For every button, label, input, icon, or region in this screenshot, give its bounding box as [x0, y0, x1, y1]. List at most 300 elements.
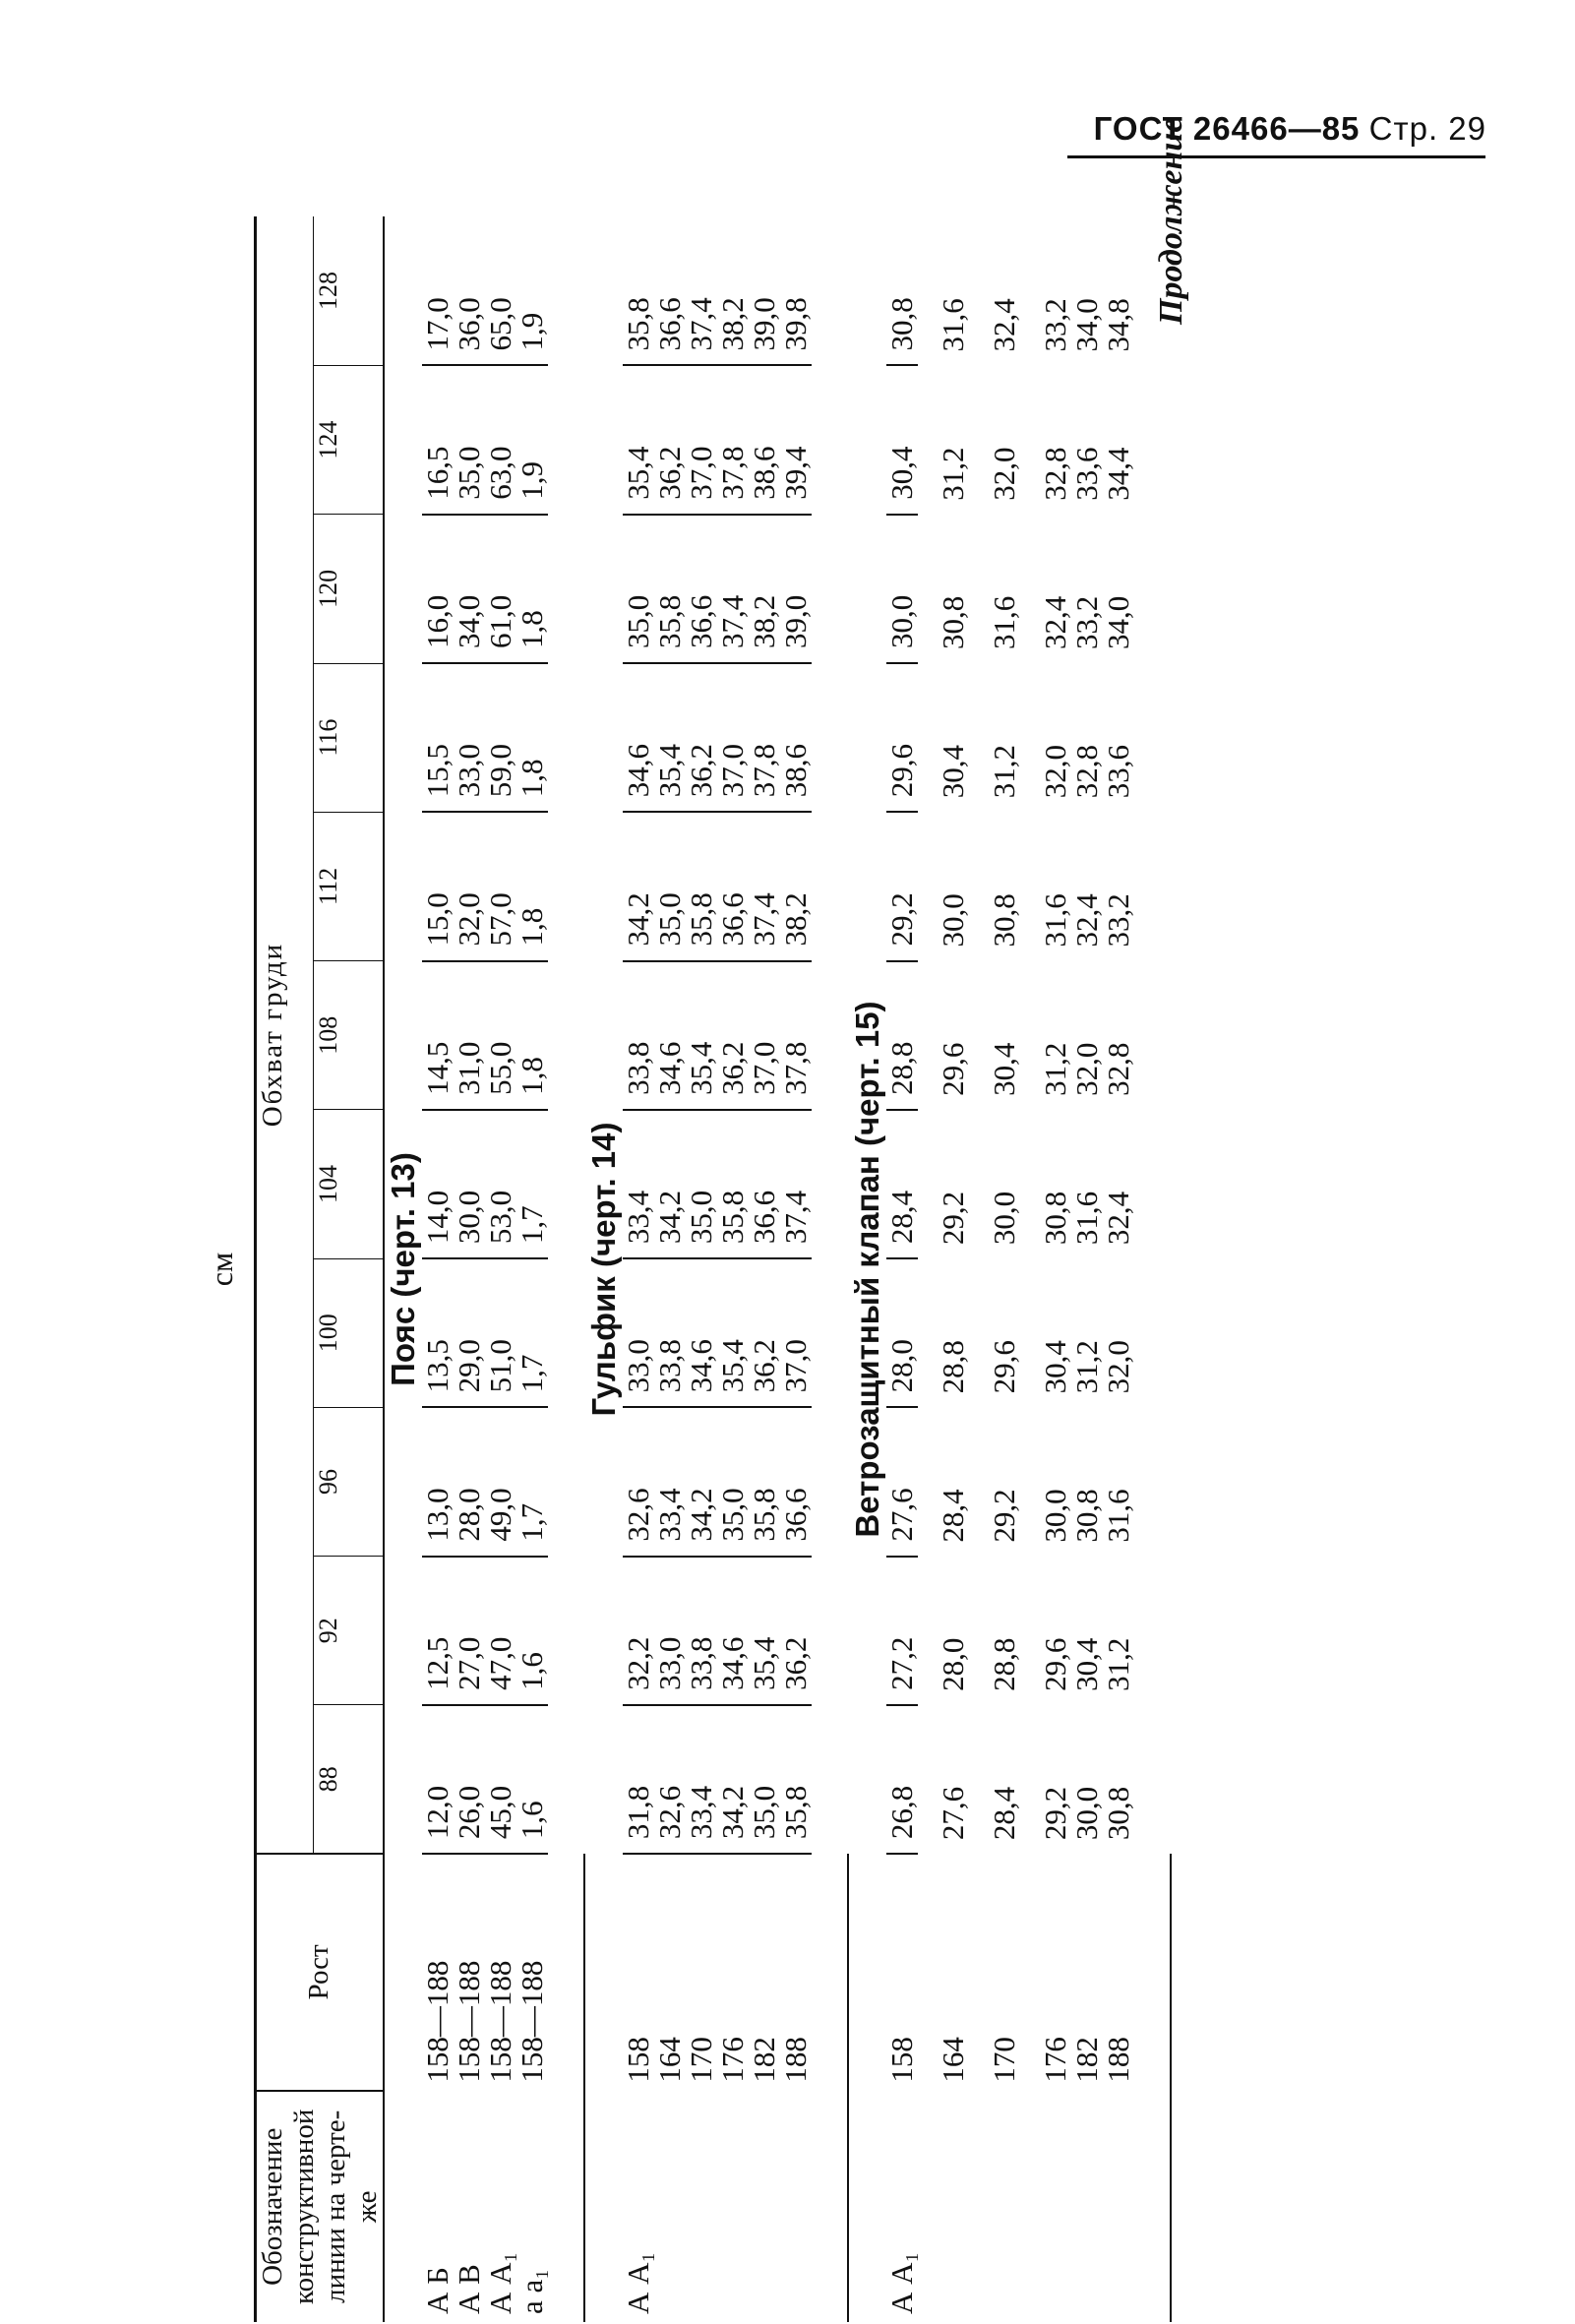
rule-cell: [1134, 812, 1171, 960]
value: 31,6: [1068, 1191, 1104, 1246]
value: 1,9: [514, 461, 549, 500]
rule-cell: [548, 1258, 584, 1407]
value: 33,2: [1037, 298, 1072, 352]
standard-number: ГОСТ 26466—85: [1093, 110, 1361, 147]
rule-cell: [812, 365, 848, 514]
table-row: [886, 216, 918, 2322]
value: 30,4: [935, 745, 970, 799]
value: 29,2: [1037, 1786, 1072, 1841]
size-header-100: 100: [314, 1258, 384, 1407]
value: 13,0: [419, 1488, 454, 1542]
rule-cell: [1134, 1407, 1171, 1556]
value-cell: [620, 961, 813, 1110]
value: 34,4: [1100, 447, 1135, 501]
value: 32,4: [1100, 1191, 1135, 1246]
value-cell: [1020, 961, 1134, 1110]
value: 37,8: [777, 1041, 813, 1095]
value: 30,8: [986, 893, 1021, 948]
rule-cell: [812, 1854, 848, 2090]
value-cell: [918, 663, 969, 812]
rule-cell: [812, 961, 848, 1110]
rule-cell: [1134, 663, 1171, 812]
value: 17,0: [419, 297, 454, 351]
value-cell: [883, 1705, 919, 1854]
value: 34,2: [620, 892, 655, 947]
value: 65,0: [482, 297, 517, 351]
value-cell: [969, 515, 1020, 663]
value: 37,0: [746, 1041, 781, 1095]
size-header-92: 92: [314, 1557, 384, 1705]
rule-cell: [548, 515, 584, 663]
value-cell: [969, 1557, 1020, 1705]
value: 30,8: [1100, 1786, 1135, 1841]
value: 31,6: [986, 595, 1021, 650]
table-row: [623, 216, 812, 2322]
value: 34,2: [683, 1488, 718, 1542]
line-designation: А А₁: [482, 2251, 517, 2314]
value: 32,8: [1100, 1042, 1135, 1096]
value: 33,6: [1100, 745, 1135, 799]
value: 33,0: [620, 1339, 655, 1393]
rost-value: 170: [683, 2037, 718, 2083]
value: 34,2: [714, 1785, 750, 1840]
value: 36,0: [451, 297, 486, 351]
rule-cell: [812, 1557, 848, 1705]
value-cell: [620, 1557, 813, 1705]
rule-cell: [1134, 515, 1171, 663]
value-cell: [883, 1110, 919, 1258]
value: 38,2: [746, 594, 781, 649]
rule-cell: [548, 663, 584, 812]
line-designation: А А₁: [883, 2251, 919, 2314]
value: 36,2: [683, 744, 718, 798]
rule-cell: [812, 1110, 848, 1258]
value: 35,0: [714, 1488, 750, 1542]
value: 34,2: [651, 1190, 687, 1245]
value: 34,6: [651, 1041, 687, 1095]
value-cell: [918, 1110, 969, 1258]
value: 36,6: [746, 1190, 781, 1245]
rost-values: [620, 1854, 813, 2090]
value: 30,4: [1037, 1340, 1072, 1394]
line-designation: [918, 2091, 969, 2322]
value-cell: [620, 1258, 813, 1407]
value: 32,6: [620, 1488, 655, 1542]
value-cell: [620, 1407, 813, 1556]
value: 1,9: [514, 312, 549, 351]
rule-cell: [812, 1705, 848, 1854]
value: 28,8: [883, 1041, 919, 1095]
value-cell: [1020, 812, 1134, 960]
value: 34,8: [1100, 298, 1135, 352]
rule-cell: [812, 1258, 848, 1407]
value: 1,7: [514, 1502, 549, 1542]
rost-value: 164: [935, 2037, 970, 2083]
value: 35,8: [683, 892, 718, 947]
value: 1,8: [514, 759, 549, 798]
value-cell: [883, 515, 919, 663]
value: 30,8: [883, 297, 919, 351]
value-cell: [883, 961, 919, 1110]
rost-value: 188: [777, 2037, 813, 2083]
value-cell: [419, 1110, 549, 1258]
section-rule: [548, 216, 584, 2322]
value: 57,0: [482, 892, 517, 947]
size-header-112: 112: [314, 812, 384, 960]
value: 34,6: [620, 744, 655, 798]
value: 33,8: [620, 1041, 655, 1095]
section-title: Пояс (черт. 13): [384, 1152, 421, 1386]
rost-value: 188: [1100, 2037, 1135, 2083]
value: 45,0: [482, 1785, 517, 1840]
line-designation: а а₁: [514, 2268, 549, 2314]
value: 30,8: [1068, 1489, 1104, 1543]
rost-value: 158—188: [514, 1960, 549, 2083]
value: 32,0: [451, 892, 486, 947]
value-cell: [1020, 1258, 1134, 1407]
column-header-label: Обозначение конструктивной линии на черте-же: [255, 2091, 384, 2322]
value-cell: [419, 1258, 549, 1407]
value: 35,0: [651, 892, 687, 947]
rule-cell: [548, 1557, 584, 1705]
rost-value: 158: [620, 2037, 655, 2083]
value: 35,4: [714, 1339, 750, 1393]
value-cell: [620, 216, 813, 365]
size-header-128: 128: [314, 216, 384, 365]
value-cell: [969, 663, 1020, 812]
value: 30,0: [986, 1191, 1021, 1246]
value: 14,5: [419, 1041, 454, 1095]
value: 37,8: [746, 744, 781, 798]
value: 33,2: [1100, 893, 1135, 948]
value: 34,6: [683, 1339, 718, 1393]
line-designation: А Б: [419, 2267, 454, 2314]
value: 53,0: [482, 1190, 517, 1245]
value: 37,4: [683, 297, 718, 351]
value: 33,0: [451, 744, 486, 798]
value: 31,2: [935, 447, 970, 501]
value-cell: [419, 663, 549, 812]
value-cell: [969, 1110, 1020, 1258]
value-cell: [969, 961, 1020, 1110]
value: 28,4: [986, 1786, 1021, 1841]
value: 33,2: [1068, 595, 1104, 650]
rule-cell: [1134, 1854, 1171, 2090]
value: 61,0: [482, 594, 517, 649]
value: 32,4: [1037, 595, 1072, 650]
value: 1,8: [514, 907, 549, 947]
rost-value: 176: [1037, 2037, 1072, 2083]
value: 27,2: [883, 1636, 919, 1690]
table-row: [1020, 216, 1134, 2322]
value: 1,8: [514, 1057, 549, 1095]
continuation-label: Продолжение: [1153, 117, 1189, 325]
value: 1,7: [514, 1354, 549, 1393]
value: 30,0: [883, 594, 919, 649]
rule-cell: [1134, 1557, 1171, 1705]
value-cell: [883, 663, 919, 812]
value: 49,0: [482, 1488, 517, 1542]
value: 16,0: [419, 594, 454, 649]
line-designation: [969, 2091, 1020, 2322]
value-cell: [918, 365, 969, 514]
value: 30,4: [1068, 1637, 1104, 1691]
rost-value: 158—188: [482, 1960, 517, 2083]
value: 1,6: [514, 1652, 549, 1690]
value: 35,4: [620, 446, 655, 500]
value: 16,5: [419, 446, 454, 500]
value: 26,8: [883, 1785, 919, 1840]
value: 37,0: [777, 1339, 813, 1393]
value: 33,0: [651, 1636, 687, 1690]
rotated-table-frame: [204, 216, 1512, 2322]
rule-cell: [1134, 1705, 1171, 1854]
value: 35,4: [746, 1636, 781, 1690]
value: 29,6: [986, 1340, 1021, 1394]
value: 55,0: [482, 1041, 517, 1095]
value: 34,0: [451, 594, 486, 649]
rule-cell: [812, 216, 848, 365]
size-header-120: 120: [314, 515, 384, 663]
table-row: [969, 216, 1020, 2322]
value: 32,2: [620, 1636, 655, 1690]
value: 35,0: [451, 446, 486, 500]
rule-cell: [1134, 2091, 1171, 2322]
value: 36,6: [683, 594, 718, 649]
value-cell: [1020, 216, 1134, 365]
rule-cell: [548, 961, 584, 1110]
value-cell: [1020, 663, 1134, 812]
rule-cell: [1134, 1258, 1171, 1407]
header-row: [255, 216, 314, 2322]
value: 30,8: [935, 595, 970, 650]
value: 15,0: [419, 892, 454, 947]
value: 31,2: [1100, 1637, 1135, 1691]
value-cell: [969, 216, 1020, 365]
value: 31,0: [451, 1041, 486, 1095]
value: 33,4: [620, 1190, 655, 1245]
value: 37,0: [683, 446, 718, 500]
rule-cell: [812, 1407, 848, 1556]
value-cell: [918, 1407, 969, 1556]
value: 35,8: [777, 1785, 813, 1840]
value-cell: [620, 365, 813, 514]
value-cell: [419, 961, 549, 1110]
value-cell: [419, 515, 549, 663]
value: 38,2: [777, 892, 813, 947]
value-cell: [419, 1407, 549, 1556]
rost-value: 182: [1068, 2037, 1104, 2083]
value-cell: [969, 1407, 1020, 1556]
value-cell: [1020, 1705, 1134, 1854]
value: 35,4: [683, 1041, 718, 1095]
header-rule: [1067, 155, 1485, 158]
value: 32,4: [1068, 893, 1104, 948]
value-cell: [883, 1407, 919, 1556]
table-row: [422, 216, 548, 2322]
rost-value: 158—188: [451, 1960, 486, 2083]
value: 47,0: [482, 1636, 517, 1690]
value: 12,0: [419, 1785, 454, 1840]
rule-cell: [548, 1854, 584, 2090]
value: 34,6: [714, 1636, 750, 1690]
rost-value: 176: [714, 2037, 750, 2083]
value: 13,5: [419, 1339, 454, 1393]
value: 31,2: [1037, 1042, 1072, 1096]
value: 35,0: [620, 594, 655, 649]
value: 33,8: [683, 1636, 718, 1690]
value: 35,0: [746, 1785, 781, 1840]
value-cell: [620, 1705, 813, 1854]
value-cell: [883, 365, 919, 514]
value: 28,0: [935, 1637, 970, 1691]
line-designations: [419, 2091, 549, 2322]
value: 29,6: [883, 744, 919, 798]
section-title: Ветрозащитный клапан (черт. 15): [848, 1001, 885, 1538]
value-cell: [883, 1258, 919, 1407]
value: 30,0: [935, 893, 970, 948]
page-number: Стр. 29: [1368, 110, 1486, 147]
value-cell: [918, 1557, 969, 1705]
value: 33,4: [683, 1785, 718, 1840]
value-cell: [883, 216, 919, 365]
section-rule: [812, 216, 848, 2322]
value: 35,0: [683, 1190, 718, 1245]
value: 27,0: [451, 1636, 486, 1690]
value-cell: [883, 1557, 919, 1705]
value: 39,8: [777, 297, 813, 351]
value: 38,6: [777, 744, 813, 798]
value-cell: [918, 515, 969, 663]
size-header-116: 116: [314, 663, 384, 812]
value: 32,8: [1037, 447, 1072, 501]
rost-value: 158: [883, 2037, 919, 2083]
value-cell: [620, 1110, 813, 1258]
value: 59,0: [482, 744, 517, 798]
value: 30,4: [986, 1042, 1021, 1096]
value-cell: [1020, 365, 1134, 514]
section-title: Гульфик (черт. 14): [584, 1122, 622, 1417]
value: 30,4: [883, 446, 919, 500]
value: 36,6: [777, 1488, 813, 1542]
value: 37,4: [746, 892, 781, 947]
value: 15,5: [419, 744, 454, 798]
rule-cell: [1134, 961, 1171, 1110]
section-title-row: [848, 216, 886, 2322]
size-header-104: 104: [314, 1110, 384, 1258]
value: 33,4: [651, 1488, 687, 1542]
value: 29,2: [883, 892, 919, 947]
value-cell: [620, 515, 813, 663]
line-designation: А В: [451, 2264, 486, 2314]
value: 34,0: [1068, 298, 1104, 352]
value-cell: [969, 365, 1020, 514]
value: 34,0: [1100, 595, 1135, 650]
value: 51,0: [482, 1339, 517, 1393]
size-header-88: 88: [314, 1705, 384, 1854]
value-cell: [883, 812, 919, 960]
value: 1,8: [514, 610, 549, 649]
value: 29,6: [1037, 1637, 1072, 1691]
value: 32,0: [1100, 1340, 1135, 1394]
rule-cell: [1134, 1110, 1171, 1258]
value: 63,0: [482, 446, 517, 500]
rule-cell: [548, 216, 584, 365]
rule-cell: [812, 812, 848, 960]
value-cell: [918, 961, 969, 1110]
value: 28,0: [883, 1339, 919, 1393]
value-cell: [1020, 1407, 1134, 1556]
value: 39,4: [777, 446, 813, 500]
rost-value: 182: [746, 2037, 781, 2083]
value-cell: [419, 1557, 549, 1705]
value: 12,5: [419, 1636, 454, 1690]
value-cell: [1020, 515, 1134, 663]
value-cell: [918, 1258, 969, 1407]
column-group-header: Обхват груди: [255, 216, 314, 1854]
line-designation: [1020, 2091, 1134, 2322]
rost-values: [969, 1854, 1020, 2090]
value: 33,6: [1068, 447, 1104, 501]
rule-cell: [548, 812, 584, 960]
rost-values: [918, 1854, 969, 2090]
value: 30,8: [1037, 1191, 1072, 1246]
unit-row: [204, 216, 255, 2322]
value: 37,8: [714, 446, 750, 500]
value-cell: [969, 812, 1020, 960]
rule-cell: [548, 1705, 584, 1854]
value: 30,0: [1068, 1786, 1104, 1841]
value: 36,2: [746, 1339, 781, 1393]
value: 36,2: [714, 1041, 750, 1095]
value: 32,4: [986, 298, 1021, 352]
value-cell: [419, 365, 549, 514]
value: 29,2: [935, 1191, 970, 1246]
rost-values: [1020, 1854, 1134, 2090]
table-row: [918, 216, 969, 2322]
value: 38,2: [714, 297, 750, 351]
value: 32,8: [1068, 745, 1104, 799]
value: 14,0: [419, 1190, 454, 1245]
value-cell: [419, 216, 549, 365]
value: 37,4: [777, 1190, 813, 1245]
value: 28,8: [986, 1637, 1021, 1691]
size-header-124: 124: [314, 365, 384, 514]
value: 35,8: [714, 1190, 750, 1245]
rost-value: 170: [986, 2037, 1021, 2083]
value: 35,8: [746, 1488, 781, 1542]
value: 37,4: [714, 594, 750, 649]
line-designation: А А₁: [620, 2251, 655, 2314]
value: 31,2: [986, 745, 1021, 799]
value: 27,6: [935, 1786, 970, 1841]
value: 36,6: [651, 297, 687, 351]
value: 28,8: [935, 1340, 970, 1394]
section-title-row: [384, 216, 422, 2322]
value: 27,6: [883, 1488, 919, 1542]
value-cell: [620, 812, 813, 960]
measurements-table: [204, 216, 1172, 2322]
rule-cell: [1134, 216, 1171, 365]
value: 29,6: [935, 1042, 970, 1096]
rule-cell: [548, 1407, 584, 1556]
value-cell: [918, 216, 969, 365]
column-header-rost: Рост: [255, 1854, 384, 2090]
value: 28,4: [883, 1190, 919, 1245]
value: 31,6: [935, 298, 970, 352]
value: 31,8: [620, 1785, 655, 1840]
rost-values: [419, 1854, 549, 2090]
